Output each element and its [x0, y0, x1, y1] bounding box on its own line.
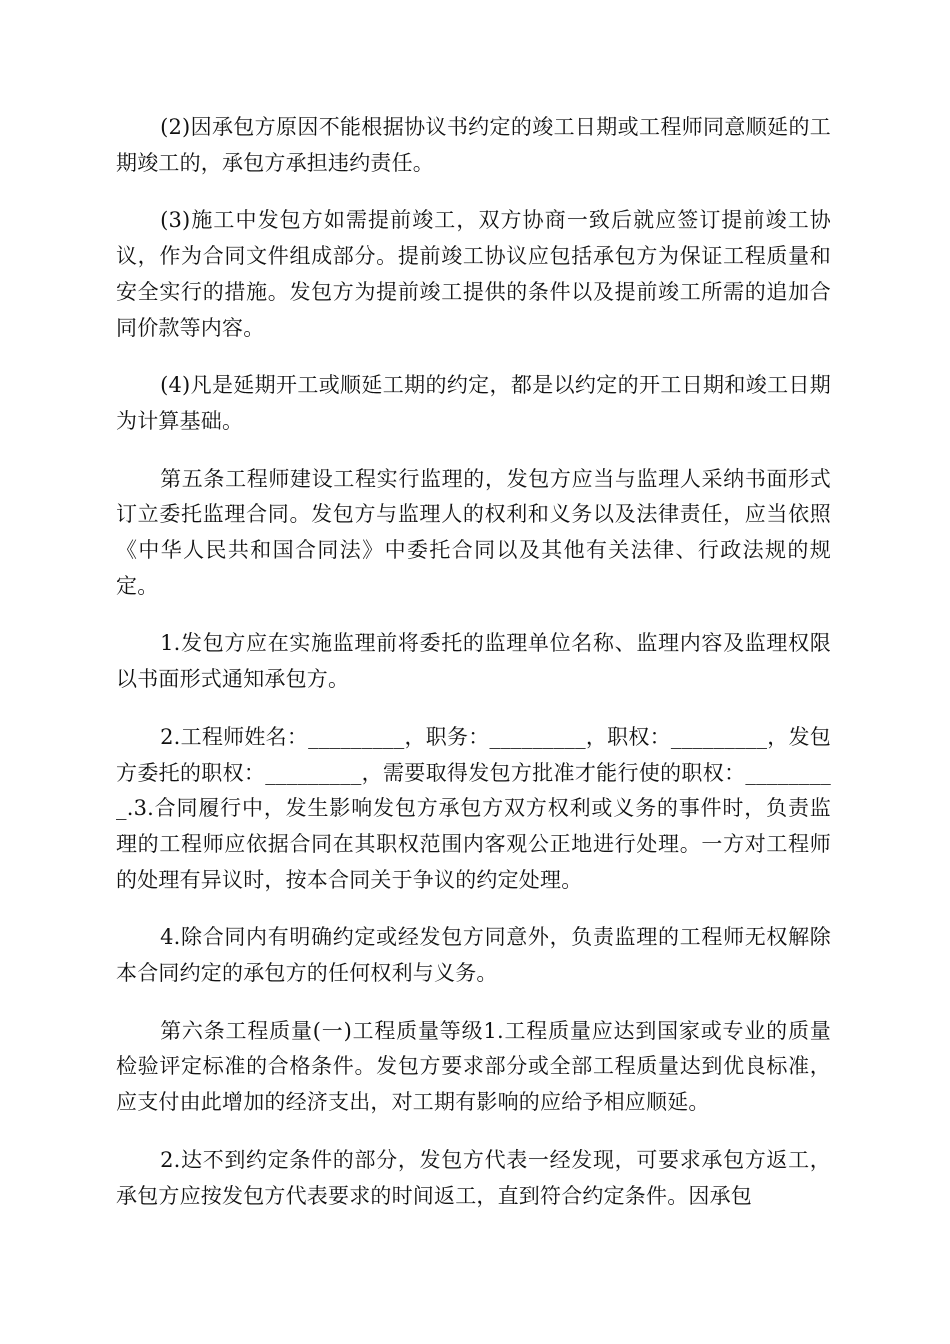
paragraph-rework: 2.达不到约定条件的部分，发包方代表一经发现，可要求承包方返工，承包方应按发包方代表要求的时间返工，直到符合约定条件。因承包: [116, 1147, 831, 1208]
paragraph-early-completion-liability: (2)因承包方原因不能根据协议书约定的竣工日期或工程师同意顺延的工期竣工的，承包方承担违约责任。: [116, 115, 831, 175]
paragraph-engineer-limits: 4.除合同内有明确约定或经发包方同意外，负责监理的工程师无权解除本合同约定的承包方的任何权利与义务。: [116, 925, 831, 986]
document-body: [116, 110, 831, 1236]
paragraph-article-5-engineer: 第五条工程师建设工程实行监理的，发包方应当与监理人采纳书面形式订立委托监理合同。发包方与监理人的权利和义务以及法律责任，应当依照《中华人民共和国合同法》中委托合同以及其他有关法律、行政法规的规定。: [116, 466, 831, 598]
paragraph-article-6-quality: 第六条工程质量(一)工程质量等级1.工程质量应达到国家或专业的质量检验评定标准的合格条件。发包方要求部分或全部工程质量达到优良标准，应支付由此增加的经济支出，对工期有影响的应给予相应顺延。: [116, 1018, 831, 1115]
paragraph-early-completion-agreement: (3)施工中发包方如需提前竣工，双方协商一致后就应签订提前竣工协议，作为合同文件组成部分。提前竣工协议应包括承包方为保证工程质量和安全实行的措施。发包方为提前竣工提供的条件以及提前竣工所需的追加合同价款等内容。: [116, 208, 831, 340]
paragraph-supervision-notice: 1.发包方应在实施监理前将委托的监理单位名称、监理内容及监理权限以书面形式通知承包方。: [116, 631, 831, 692]
paragraph-delay-basis: (4)凡是延期开工或顺延工期的约定，都是以约定的开工日期和竣工日期为计算基础。: [116, 373, 831, 433]
paragraph-engineer-details: 2.工程师姓名：_________，职务：_________，职权：_________，发包方委托的职权：_________，需要取得发包方批准才能行使的职权：_________.3.合同履行中，发生影响发包方承包方双方权利或义务的事件时，负责监理的工程师应依据合同在其职权范围内客观公正地进行处理。一方对工程师的处理有异议时，按本合同关于争议的约定处理。: [116, 724, 831, 892]
